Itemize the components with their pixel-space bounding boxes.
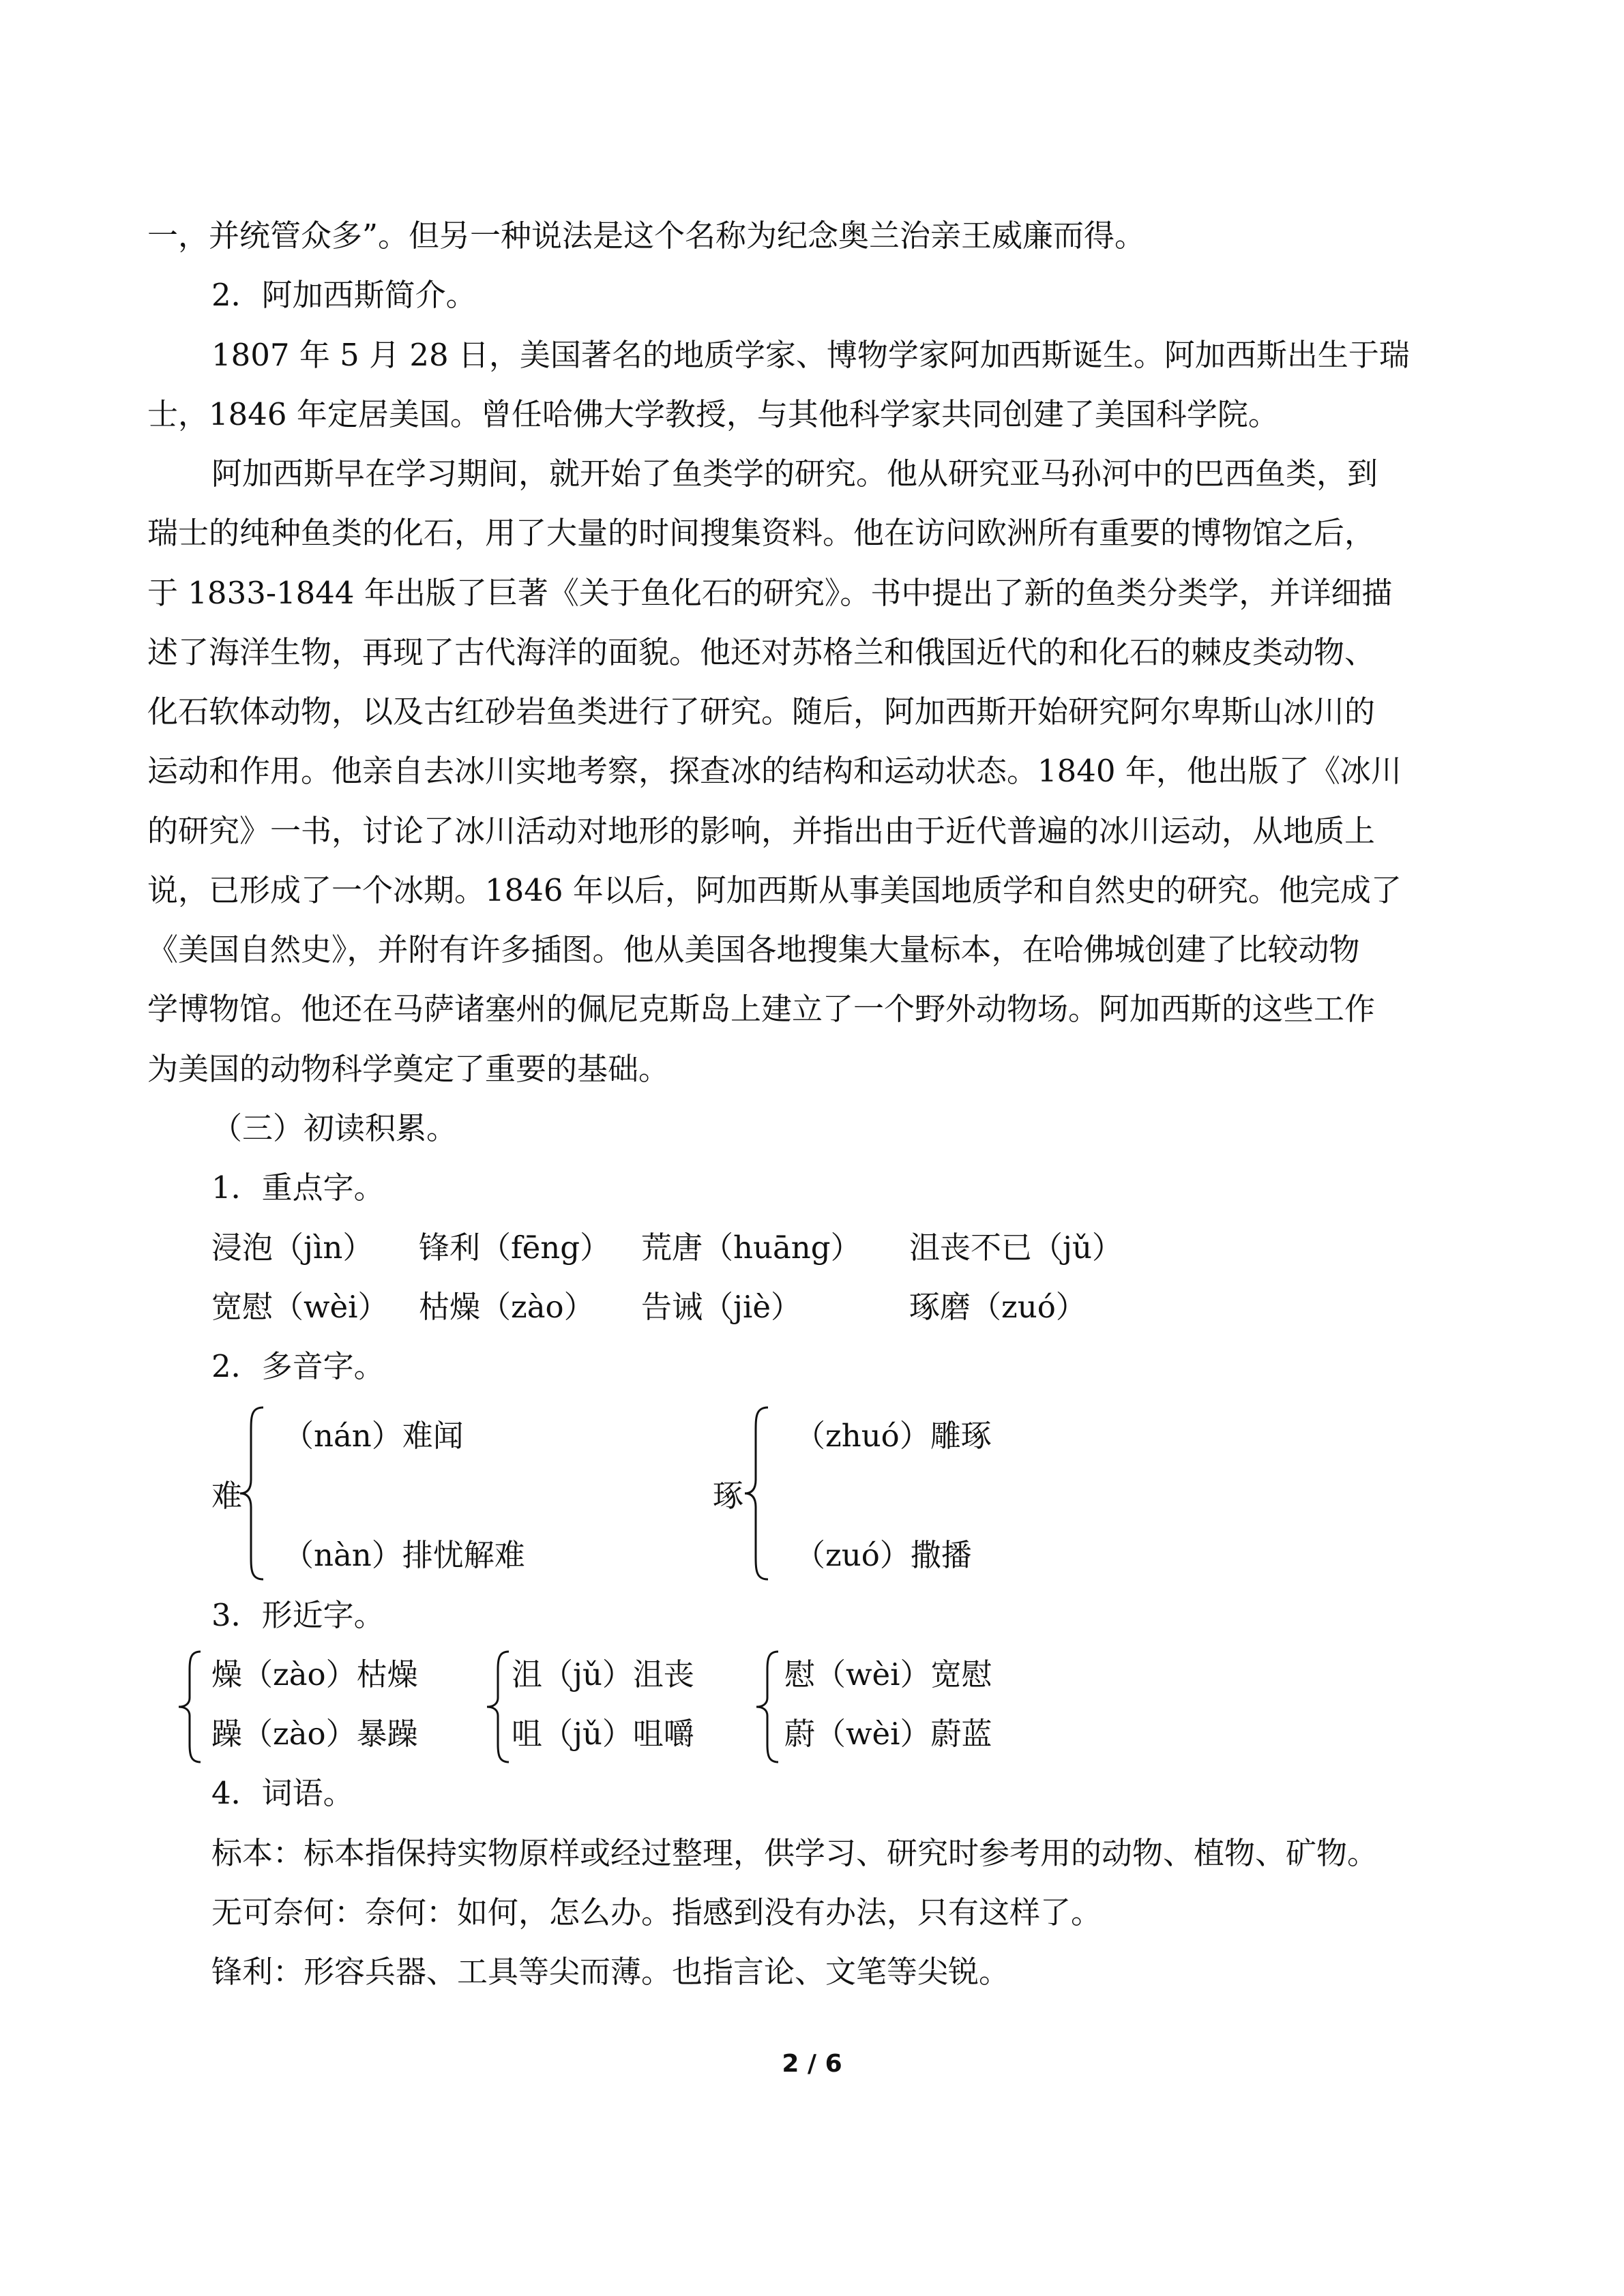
word-definition: 无可奈何：奈何：如何，怎么办。指感到没有办法，只有这样了。 xyxy=(211,1894,1102,1930)
text-line: 学博物馆。他还在马萨诸塞州的佩尼克斯岛上建立了一个野外动物场。阿加西斯的这些工作 xyxy=(147,991,1376,1027)
keychar-item: 锋利（fēng） xyxy=(419,1229,611,1266)
text-line: 运动和作用。他亲自去冰川实地考察，探查冰的结构和运动状态。1840 年，他出版了《冰川 xyxy=(147,753,1402,789)
heading-agassiz: 2．阿加西斯简介。 xyxy=(211,277,477,313)
text-line: 的研究》一书，讨论了冰川活动对地形的影响，并指出由于近代普遍的冰川运动，从地质上 xyxy=(147,813,1376,849)
keychar-item: 浸泡（jìn） xyxy=(211,1229,374,1266)
keychar-item: 琢磨（zuó） xyxy=(909,1289,1087,1325)
polyphonic-reading: （nán）难闻 xyxy=(283,1418,464,1454)
heading-keychars: 1．重点字。 xyxy=(211,1169,385,1206)
left-brace xyxy=(754,1649,781,1765)
similar-item: 沮（jǔ）沮丧 xyxy=(512,1656,694,1693)
keychar-item: 荒唐（huāng） xyxy=(641,1229,861,1266)
keychar-item: 枯燥（zào） xyxy=(419,1289,595,1325)
left-brace xyxy=(743,1405,771,1582)
polyphonic-char: 难 xyxy=(211,1478,243,1514)
similar-item: 燥（zào）枯燥 xyxy=(211,1656,418,1693)
heading-similar: 3．形近字。 xyxy=(211,1597,385,1633)
heading-words: 4．词语。 xyxy=(211,1775,354,1811)
left-brace xyxy=(484,1649,512,1765)
polyphonic-reading: （zhuó）雕琢 xyxy=(795,1418,992,1454)
text-line: 述了海洋生物，再现了古代海洋的面貌。他还对苏格兰和俄国近代的和化石的棘皮类动物、 xyxy=(147,634,1376,670)
similar-item: 咀（jǔ）咀嚼 xyxy=(512,1716,694,1752)
text-line: 说，已形成了一个冰期。1846 年以后，阿加西斯从事美国地质学和自然史的研究。他完成了 xyxy=(147,872,1402,908)
similar-item: 蔚（wèi）蔚蓝 xyxy=(784,1716,992,1752)
polyphonic-reading: （zuó）撒播 xyxy=(795,1537,972,1573)
heading-polyphonic: 2．多音字。 xyxy=(211,1348,385,1384)
section-title: （三）初读积累。 xyxy=(211,1110,458,1146)
text-line: 《美国自然史》，并附有许多插图。他从美国各地搜集大量标本，在哈佛城创建了比较动物 xyxy=(147,931,1360,968)
polyphonic-reading: （nàn）排忧解难 xyxy=(283,1537,525,1573)
keychar-item: 沮丧不已（jǔ） xyxy=(909,1229,1123,1266)
left-brace xyxy=(239,1405,266,1582)
similar-item: 躁（zào）暴躁 xyxy=(211,1716,418,1752)
page-number: 2 / 6 xyxy=(782,2050,842,2078)
text-line: 为美国的动物科学奠定了重要的基础。 xyxy=(147,1051,670,1087)
left-brace xyxy=(176,1649,203,1765)
text-line: 于 1833-1844 年出版了巨著《关于鱼化石的研究》。书中提出了新的鱼类分类学，并详细描 xyxy=(147,575,1393,611)
text-line: 阿加西斯早在学习期间，就开始了鱼类学的研究。他从研究亚马孙河中的巴西鱼类，到 xyxy=(211,456,1378,492)
text-line: 1807 年 5 月 28 日，美国著名的地质学家、博物学家阿加西斯诞生。阿加西斯出生于瑞 xyxy=(211,337,1410,373)
similar-item: 慰（wèi）宽慰 xyxy=(784,1656,992,1693)
word-definition: 锋利：形容兵器、工具等尖而薄。也指言论、文笔等尖锐。 xyxy=(211,1954,1010,1990)
word-definition: 标本：标本指保持实物原样或经过整理，供学习、研究时参考用的动物、植物、矿物。 xyxy=(211,1835,1378,1871)
keychar-item: 宽慰（wèi） xyxy=(211,1289,389,1325)
keychar-item: 告诫（jiè） xyxy=(641,1289,801,1325)
polyphonic-char: 琢 xyxy=(713,1478,744,1514)
text-line: 一，并统管众多”。但另一种说法是这个名称为纪念奥兰治亲王威廉而得。 xyxy=(147,218,1146,254)
text-line: 士，1846 年定居美国。曾任哈佛大学教授，与其他科学家共同创建了美国科学院。 xyxy=(147,396,1279,432)
text-line: 瑞士的纯种鱼类的化石，用了大量的时间搜集资料。他在访问欧洲所有重要的博物馆之后， xyxy=(147,515,1376,551)
text-line: 化石软体动物，以及古红砂岩鱼类进行了研究。随后，阿加西斯开始研究阿尔卑斯山冰川的 xyxy=(147,694,1376,730)
